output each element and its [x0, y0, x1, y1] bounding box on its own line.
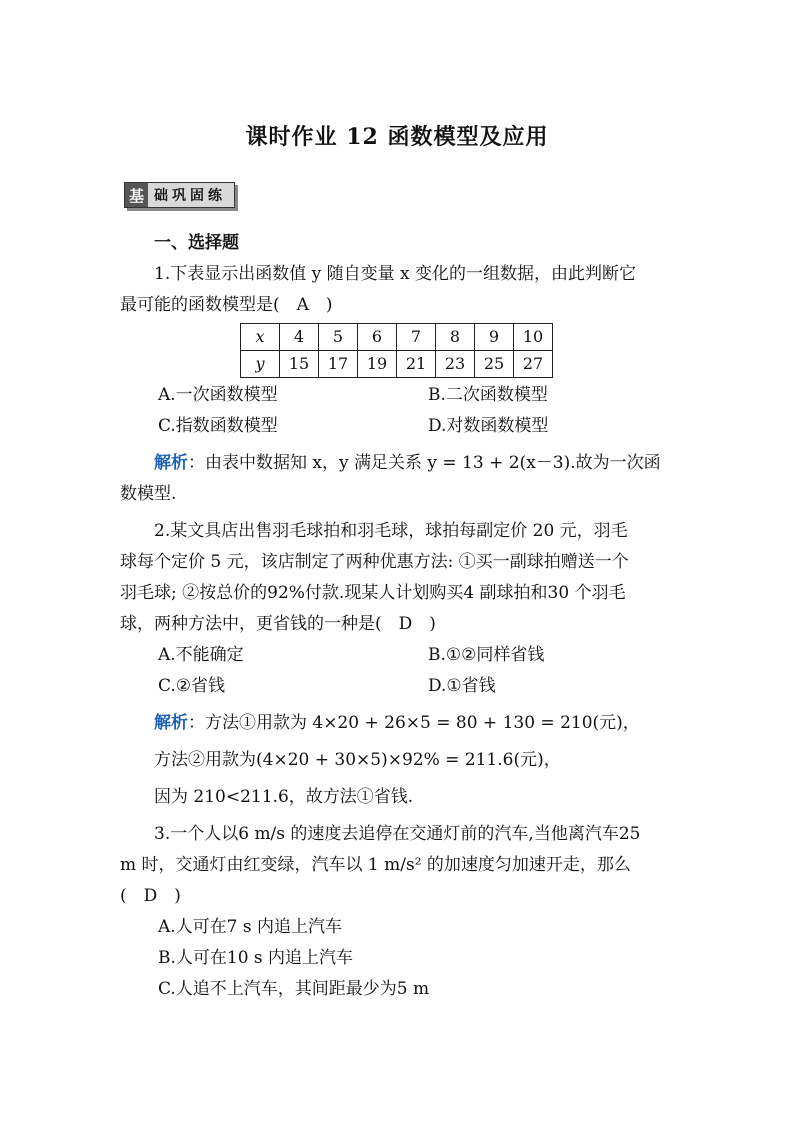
q1-analysis-line1: [120, 448, 680, 479]
table-cell: 7: [397, 324, 436, 351]
q1-data-table: [240, 323, 553, 378]
q2-analysis-line3: 因为 210<211.6，故方法①省钱.: [154, 787, 414, 807]
table-cell: 23: [436, 351, 475, 378]
table-row-x: [241, 324, 553, 351]
table-cell: 4: [280, 324, 319, 351]
q1-option-a: A.一次函数模型: [158, 385, 278, 405]
q1-analysis-text: ：由表中数据知 x，y 满足关系 y = 13 + 2(x－3).故为一次函: [188, 453, 661, 473]
table-cell: 9: [475, 324, 514, 351]
q1-option-c: C.指数函数模型: [158, 416, 278, 436]
q1-stem-line2: 最可能的函数模型是( A ): [120, 295, 333, 315]
q1-options-row2: [120, 411, 680, 442]
table-cell: 10: [514, 324, 553, 351]
q2-stem-line1: 2.某文具店出售羽毛球拍和羽毛球，球拍每副定价 20 元，羽毛: [154, 521, 628, 541]
q2-options-row1: [120, 640, 680, 671]
q2-stem-line2: 球每个定价 5 元，该店制定了两种优惠方法: ①买一副球拍赠送一个: [120, 552, 629, 572]
q2-options-row2: [120, 671, 680, 702]
q3-stem-line1: 3.一个人以6 m/s 的速度去追停在交通灯前的汽车,当他离汽车25: [154, 824, 641, 844]
q2-option-c: C.②省钱: [158, 676, 226, 696]
q2-option-d: D.①省钱: [428, 676, 496, 696]
table-header-x: x: [241, 324, 280, 351]
table-header-y: y: [241, 351, 280, 378]
q2-analysis-line2: 方法②用款为(4×20 + 30×5)×92% = 211.6(元)，: [154, 750, 561, 770]
document-body: [120, 228, 680, 1005]
page-title: 课时作业 12 函数模型及应用: [245, 124, 549, 150]
badge-rest-text: 础巩固练: [148, 183, 234, 207]
table-cell: 27: [514, 351, 553, 378]
q2-option-b: B.①②同样省钱: [428, 645, 545, 665]
q2-option-a: A.不能确定: [158, 645, 244, 665]
table-cell: 19: [358, 351, 397, 378]
q3-stem-line2: m 时，交通灯由红变绿，汽车以 1 m/s² 的加速度匀加速开走，那么: [120, 855, 631, 875]
section-badge: [124, 182, 235, 208]
q3-option-a: A.人可在7 s 内追上汽车: [158, 917, 343, 937]
q2-stem-line3: 羽毛球; ②按总价的92%付款.现某人计划购买4 副球拍和30 个羽毛: [120, 583, 626, 603]
q3-stem-line3: ( D ): [120, 886, 181, 906]
section-heading: 一、选择题: [154, 233, 239, 253]
table-cell: 25: [475, 351, 514, 378]
q2-analysis-line1: [120, 708, 680, 739]
q1-options-row1: [120, 380, 680, 411]
q3-option-c: C.人追不上汽车，其间距最少为5 m: [158, 979, 430, 999]
q3-option-b: B.人可在10 s 内追上汽车: [158, 948, 354, 968]
table-cell: 15: [280, 351, 319, 378]
q1-analysis-line2: 数模型.: [120, 484, 177, 504]
table-cell: 17: [319, 351, 358, 378]
table-row-y: [241, 351, 553, 378]
table-cell: 6: [358, 324, 397, 351]
q1-option-b: B.二次函数模型: [428, 385, 548, 405]
table-cell: 21: [397, 351, 436, 378]
analysis-label: 解析: [154, 713, 188, 733]
table-cell: 8: [436, 324, 475, 351]
table-cell: 5: [319, 324, 358, 351]
q1-option-d: D.对数函数模型: [428, 416, 549, 436]
q2-analysis-text: ：方法①用款为 4×20 + 26×5 = 80 + 130 = 210(元)，: [188, 713, 640, 733]
q1-stem-line1: 1.下表显示出函数值 y 随自变量 x 变化的一组数据，由此判断它: [154, 264, 637, 284]
q2-stem-line4: 球，两种方法中，更省钱的一种是( D ): [120, 614, 436, 634]
badge-first-char: 基: [125, 183, 148, 207]
analysis-label: 解析: [154, 453, 188, 473]
